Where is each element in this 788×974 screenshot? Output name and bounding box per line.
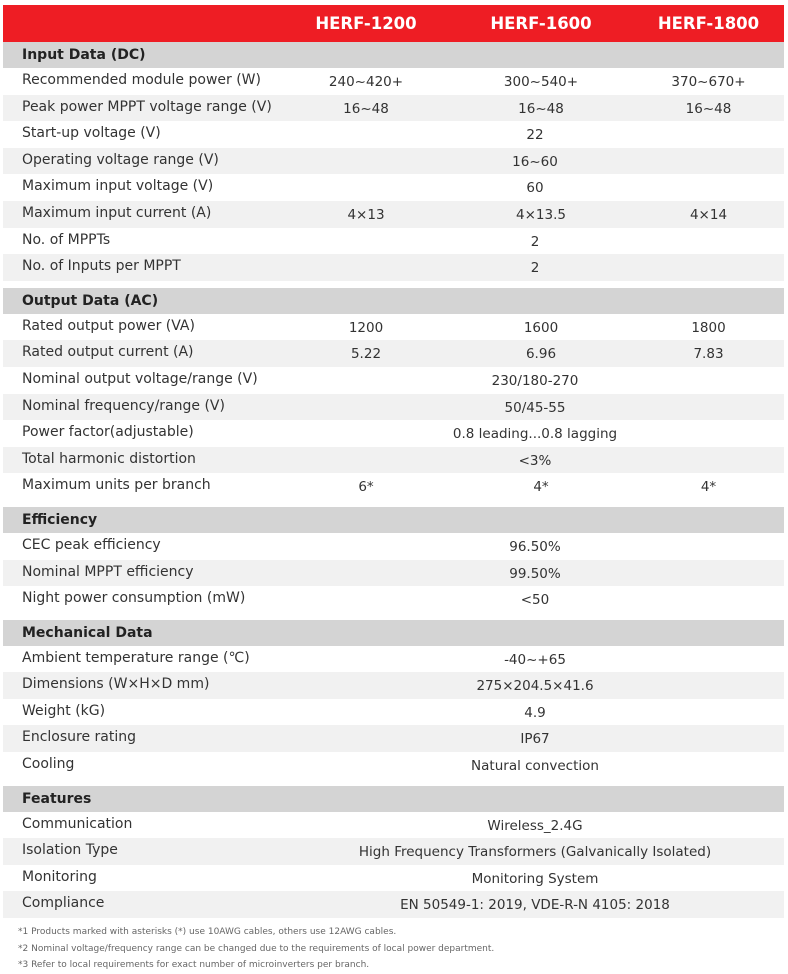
spec-value-model-2: 4*: [533, 479, 549, 496]
spec-value-all-models: 60: [526, 180, 544, 197]
spec-label: Rated output power (VA): [22, 317, 195, 334]
spec-label: Power factor(adjustable): [22, 424, 194, 441]
footnote-2: *2 Nominal voltage/frequency range can be changed due to the requirements of local power department.: [18, 943, 495, 954]
spec-row: [3, 560, 784, 587]
spec-value-all-models: 96.50%: [509, 538, 561, 555]
spec-label: Nominal frequency/range (V): [22, 397, 225, 414]
spec-value-all-models: <3%: [518, 452, 552, 469]
spec-value-all-models: Monitoring System: [471, 870, 599, 887]
model-header: [3, 5, 784, 42]
footnote-3: *3 Refer to local requirements for exact number of microinverters per branch.: [18, 960, 370, 970]
spec-value-all-models: 0.8 leading...0.8 lagging: [452, 426, 618, 443]
spec-value-all-models: 16~60: [512, 153, 558, 170]
spec-row: [3, 812, 784, 839]
spec-value-model-1: 4×13: [347, 206, 385, 223]
section-header: [3, 42, 784, 68]
section-title: Efficiency: [22, 511, 98, 528]
spec-row: [3, 891, 784, 918]
spec-row: [3, 447, 784, 474]
spec-row: [3, 201, 784, 228]
spec-value-all-models: EN 50549-1: 2019, VDE-R-N 4105: 2018: [400, 897, 670, 914]
spec-label: Compliance: [22, 895, 105, 912]
spec-value-model-3: 370~670+: [671, 74, 746, 90]
spec-value-all-models: 99.50%: [509, 565, 561, 582]
spec-label: Maximum input voltage (V): [22, 178, 214, 195]
spec-sections: [3, 42, 784, 918]
spec-row: [3, 148, 784, 175]
spec-label: Operating voltage range (V): [22, 151, 219, 168]
spec-row: [3, 838, 784, 865]
spec-label: Total harmonic distortion: [22, 450, 196, 467]
section-header: [3, 507, 784, 533]
spec-value-all-models: Wireless_2.4G: [487, 817, 583, 834]
spec-row: [3, 586, 784, 613]
spec-label: Start-up voltage (V): [22, 125, 161, 142]
spec-row: [3, 340, 784, 367]
section-title: Output Data (AC): [22, 292, 159, 309]
spec-row: [3, 672, 784, 699]
spec-row: [3, 254, 784, 281]
spec-label: Rated output current (A): [22, 344, 194, 361]
spec-label: No. of Inputs per MPPT: [22, 258, 181, 275]
spec-value-model-2: 4×13.5: [516, 206, 566, 223]
spec-label: Nominal MPPT efficiency: [22, 563, 194, 580]
spec-value-all-models: 230/180-270: [491, 372, 579, 389]
spec-row: [3, 95, 784, 122]
spec-table: [3, 5, 784, 918]
spec-value-model-2: 300~540+: [503, 74, 579, 90]
spec-label: Weight (kG): [22, 702, 106, 719]
model-3-heading: HERF-1800: [657, 14, 760, 33]
spec-value-all-models: IP67: [520, 731, 550, 748]
spec-row: [3, 752, 784, 779]
spec-row: [3, 68, 784, 95]
spec-row: [3, 699, 784, 726]
spec-label: CEC peak efficiency: [22, 536, 161, 553]
footnotes: [18, 924, 778, 974]
spec-value-all-models: <50: [520, 592, 550, 609]
spec-label: Cooling: [22, 756, 75, 773]
section-header: [3, 786, 784, 812]
spec-value-model-1: 240~420+: [328, 74, 404, 90]
spec-value-all-models: 22: [526, 127, 544, 144]
spec-value-model-1: 16~48: [343, 100, 389, 117]
spec-label: No. of MPPTs: [22, 231, 111, 248]
spec-row: [3, 367, 784, 394]
spec-label: Isolation Type: [22, 842, 118, 859]
spec-row: [3, 420, 784, 447]
spec-value-model-2: 6.96: [525, 346, 557, 363]
spec-row: [3, 646, 784, 673]
spec-row: [3, 314, 784, 341]
spec-row: [3, 121, 784, 148]
spec-label: Night power consumption (mW): [22, 590, 246, 607]
spec-value-model-2: 1600: [523, 319, 559, 336]
section-title: Features: [22, 790, 92, 807]
spec-value-model-3: 7.83: [693, 346, 724, 363]
spec-value-model-3: 4×14: [689, 206, 728, 223]
spec-value-all-models: 50/45-55: [504, 399, 566, 416]
spec-label: Communication: [22, 815, 133, 832]
spec-value-all-models: 2: [530, 233, 540, 250]
spec-value-model-1: 6*: [358, 479, 374, 496]
model-1-heading: HERF-1200: [315, 14, 417, 33]
spec-label: Recommended module power (W): [22, 72, 261, 88]
spec-value-all-models: 275×204.5×41.6: [476, 678, 594, 695]
section-title: Mechanical Data: [22, 624, 153, 641]
spec-label: Enclosure rating: [22, 729, 137, 746]
spec-value-model-3: 16~48: [685, 100, 732, 117]
spec-label: Nominal output voltage/range (V): [22, 370, 258, 387]
spec-label: Maximum input current (A): [22, 204, 212, 221]
section-header: [3, 620, 784, 646]
spec-value-model-1: 5.22: [350, 346, 382, 363]
spec-label: Ambient temperature range (℃): [22, 649, 250, 666]
footnote-1: *1 Products marked with asterisks (*) use 10AWG cables, others use 12AWG cables.: [18, 927, 397, 937]
spec-row: [3, 725, 784, 752]
section-title: Input Data (DC): [22, 47, 146, 63]
spec-value-model-1: 1200: [348, 319, 384, 336]
spec-value-all-models: -40~+65: [504, 651, 566, 668]
spec-value-all-models: 4.9: [524, 704, 546, 721]
spec-label: Peak power MPPT voltage range (V): [22, 98, 272, 115]
spec-row: [3, 865, 784, 892]
spec-value-all-models: 2: [530, 260, 540, 277]
spec-row: [3, 473, 784, 500]
spec-value-model-3: 1800: [691, 319, 726, 336]
spec-value-model-3: 4*: [700, 479, 717, 496]
spec-row: [3, 533, 784, 560]
spec-row: [3, 394, 784, 421]
spec-value-model-2: 16~48: [518, 100, 564, 117]
spec-value-all-models: Natural convection: [471, 758, 599, 775]
spec-label: Maximum units per branch: [22, 477, 211, 494]
spec-row: [3, 228, 784, 255]
spec-label: Monitoring: [22, 868, 97, 885]
spec-value-all-models: High Frequency Transformers (Galvanically Isolated): [358, 844, 712, 861]
model-2-heading: HERF-1600: [490, 14, 592, 33]
spec-row: [3, 174, 784, 201]
spec-label: Dimensions (W×H×D mm): [22, 676, 210, 693]
section-header: [3, 288, 784, 314]
